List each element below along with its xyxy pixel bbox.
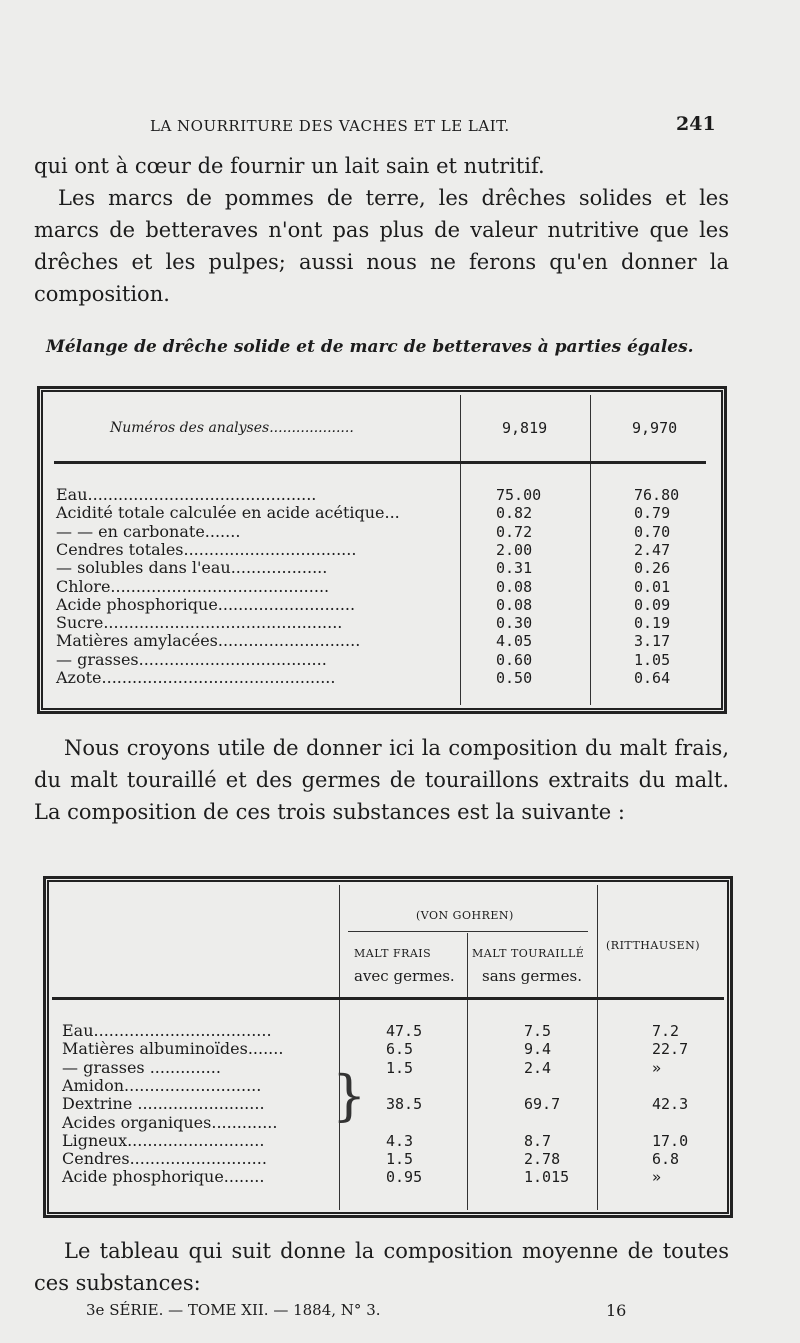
table-row-label: Dextrine .........................	[62, 1094, 265, 1114]
table-caption: Mélange de drêche solide et de marc de betteraves à parties égales.	[46, 337, 694, 357]
malt-composition-table	[43, 876, 733, 1218]
table-cell-value: 0.95	[386, 1168, 423, 1187]
table-cell-value: 2.47	[634, 540, 671, 559]
table-row-label: Cendres totales..................................	[56, 539, 357, 559]
table-cell-value: 76.80	[634, 486, 680, 504]
table-cell-value: 1.5	[386, 1150, 414, 1169]
table-cell-value: 7.5	[524, 1022, 552, 1040]
table-cell-value: 8.7	[524, 1131, 552, 1150]
paragraph-2-text: Les marcs de pommes de terre, les drêches solides et les marcs de betteraves n'ont pas plus de valeur nutritive que les drêches et les pulpes; aussi nous ne ferons qu'en donner la composition.	[34, 186, 729, 306]
table-cell-value: 2.78	[524, 1150, 561, 1169]
table-row-label: — solubles dans l'eau...................	[56, 558, 328, 578]
footer-signature: 16	[606, 1301, 627, 1320]
table-cell-value: 42.3	[652, 1095, 689, 1114]
table-row-label: Amidon...........................	[62, 1075, 262, 1095]
table-cell-value: 0.50	[496, 669, 533, 687]
table-cell-value: 6.5	[386, 1040, 414, 1059]
table-cell-value: 1.5	[386, 1058, 414, 1077]
paragraph-3	[34, 732, 729, 828]
table-cell-value: 0.30	[496, 614, 533, 633]
table-cell-value: 4.05	[496, 632, 533, 651]
table-row-label: Eau...................................	[62, 1021, 272, 1040]
ritthausen-header: (RITTHAUSEN)	[606, 939, 701, 952]
table-row-label: Acide phosphorique...........................	[56, 594, 356, 614]
table-cell-value: 0.64	[634, 669, 671, 687]
table-cell-value: 69.7	[524, 1095, 561, 1114]
table-row-label: Matières albuminoïdes.......	[62, 1039, 284, 1059]
table-cell-value: 0.09	[634, 595, 671, 614]
table-row-label: Ligneux...........................	[62, 1130, 265, 1150]
paragraph-1-text: qui ont à cœur de fournir un lait sain et nutritif.	[34, 154, 545, 178]
von-gohren-header: (VON GOHREN)	[416, 909, 514, 922]
paragraph-4-text: Le tableau qui suit donne la composition moyenne de toutes ces substances:	[34, 1239, 729, 1295]
table-cell-value: 4.3	[386, 1131, 414, 1150]
table-cell-value: 38.5	[386, 1095, 423, 1114]
table-cell-value: 75.00	[496, 486, 542, 504]
malt-touraille-sub: sans germes.	[482, 967, 582, 985]
table-cell-value: 47.5	[386, 1022, 423, 1040]
table-cell-value: 1.05	[634, 650, 671, 669]
table-row-label: Matières amylacées............................	[56, 631, 361, 651]
running-title: LA NOURRITURE DES VACHES ET LE LAIT.	[150, 117, 510, 135]
table-cell-value: 1.015	[524, 1168, 570, 1187]
table-row-label: Acide phosphorique........	[62, 1167, 265, 1187]
table-cell-value: 7.2	[652, 1022, 680, 1040]
table-cell-value: 17.0	[652, 1131, 689, 1150]
table-cell-value: 22.7	[652, 1040, 689, 1059]
table-row-label: Acides organiques.............	[62, 1112, 278, 1132]
table-cell-value: 0.08	[496, 577, 533, 596]
table-cell-value: 2.00	[496, 540, 533, 559]
table-row-label: Cendres...........................	[62, 1149, 267, 1169]
table-cell-value: »	[652, 1168, 662, 1187]
paragraph-1	[34, 150, 729, 182]
table-row-label: Acidité totale calculée en acide acétique...	[56, 503, 400, 523]
table-cell-value: 0.60	[496, 650, 533, 669]
analysis-number-label: Numéros des analyses...................	[110, 420, 354, 436]
table-row-label: Sucre...............................................	[56, 613, 343, 633]
paragraph-4	[34, 1235, 729, 1299]
table-cell-value: 0.19	[634, 614, 671, 633]
table-cell-value: 2.4	[524, 1058, 552, 1077]
table-row-label: Azote..............................................	[56, 668, 336, 687]
table-cell-value: 0.31	[496, 559, 533, 578]
table-cell-value: 0.79	[634, 504, 671, 523]
table-cell-value: 0.70	[634, 522, 671, 541]
footer-series: 3e SÉRIE. — TOME XII. — 1884, N° 3.	[86, 1301, 381, 1319]
table-cell-value: 9.4	[524, 1040, 552, 1059]
analysis-number-2: 9,970	[632, 419, 678, 437]
table-cell-value: 0.01	[634, 577, 671, 596]
table-row-label: Chlore...........................................	[56, 576, 330, 596]
table-row-label: — grasses.....................................	[56, 649, 327, 669]
table-cell-value: 6.8	[652, 1150, 680, 1169]
table-row-label: — — en carbonate.......	[56, 521, 241, 541]
paragraph-3-text: Nous croyons utile de donner ici la composition du malt frais, du malt touraillé et des germes de touraillons extraits du malt. La composition de ces trois substances est la suivante :	[34, 736, 729, 824]
malt-frais-title: MALT FRAIS	[354, 947, 432, 960]
malt-touraille-title: MALT TOURAILLÉ	[472, 947, 585, 960]
table-cell-value: 3.17	[634, 632, 671, 651]
malt-frais-sub: avec germes.	[354, 967, 455, 985]
table-row-label: Eau.............................................	[56, 485, 317, 504]
table-row-label: — grasses ..............	[62, 1057, 221, 1077]
table-cell-value: »	[652, 1058, 662, 1077]
page-number: 241	[676, 113, 716, 135]
grouping-brace: }	[332, 1064, 367, 1127]
paragraph-2	[34, 182, 729, 310]
table-cell-value: 0.72	[496, 522, 533, 541]
table-cell-value: 0.08	[496, 595, 533, 614]
analysis-number-1: 9,819	[502, 419, 548, 437]
table-cell-value: 0.26	[634, 559, 671, 578]
beet-marc-table	[37, 386, 727, 714]
table-cell-value: 0.82	[496, 504, 533, 523]
